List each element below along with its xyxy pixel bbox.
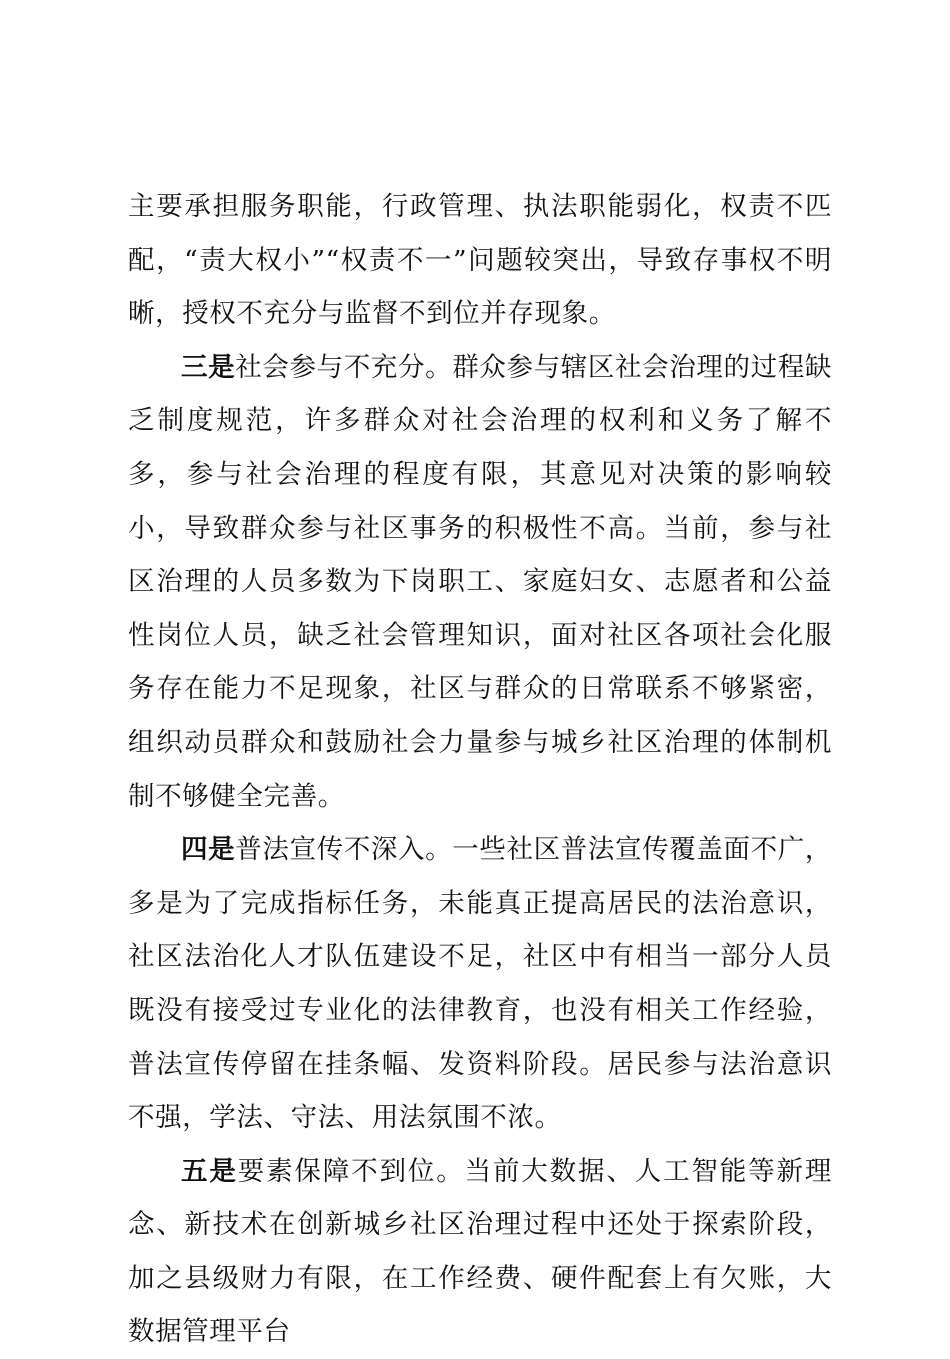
paragraph-resource-support xyxy=(128,1145,832,1359)
paragraph-text: 要素保障不到位。当前大数据、人工智能等新理念、新技术在创新城乡社区治理过程中还处于探索阶段，加之县级财力有限，在工作经费、硬件配套上有欠账，大数据管理平台 xyxy=(128,1155,832,1348)
paragraph-social-participation xyxy=(128,341,832,823)
paragraph-text: 主要承担服务职能，行政管理、执法职能弱化，权责不匹配，“责大权小”“权责不一”问题较突出，导致存事权不明晰，授权不充分与监督不到位并存现象。 xyxy=(128,191,832,330)
paragraph-lead: 四是 xyxy=(181,834,236,866)
paragraph-lead: 五是 xyxy=(181,1155,238,1187)
paragraph-continued xyxy=(128,180,832,341)
document-body xyxy=(128,180,832,1359)
paragraph-lead: 三是 xyxy=(181,351,236,383)
paragraph-legal-education xyxy=(128,823,832,1145)
paragraph-text: 普法宣传不深入。一些社区普法宣传覆盖面不广，多是为了完成指标任务，未能真正提高居民的法治意识，社区法治化人才队伍建设不足，社区中有相当一部分人员既没有接受过专业化的法律教育，也没有相关工作经验，普法宣传停留在挂条幅、发资料阶段。居民参与法治意识不强，学法、守法、用法氛围不浓。 xyxy=(128,834,833,1134)
paragraph-text: 社会参与不充分。群众参与辖区社会治理的过程缺乏制度规范，许多群众对社会治理的权利和义务了解不多，参与社会治理的程度有限，其意见对决策的影响较小，导致群众参与社区事务的积极性不高。当前，参与社区治理的人员多数为下岗职工、家庭妇女、志愿者和公益性岗位人员，缺乏社会管理知识，面对社区各项社会化服务存在能力不足现象，社区与群众的日常联系不够紧密，组织动员群众和鼓励社会力量参与城乡社区治理的体制机制不够健全完善。 xyxy=(128,351,833,812)
